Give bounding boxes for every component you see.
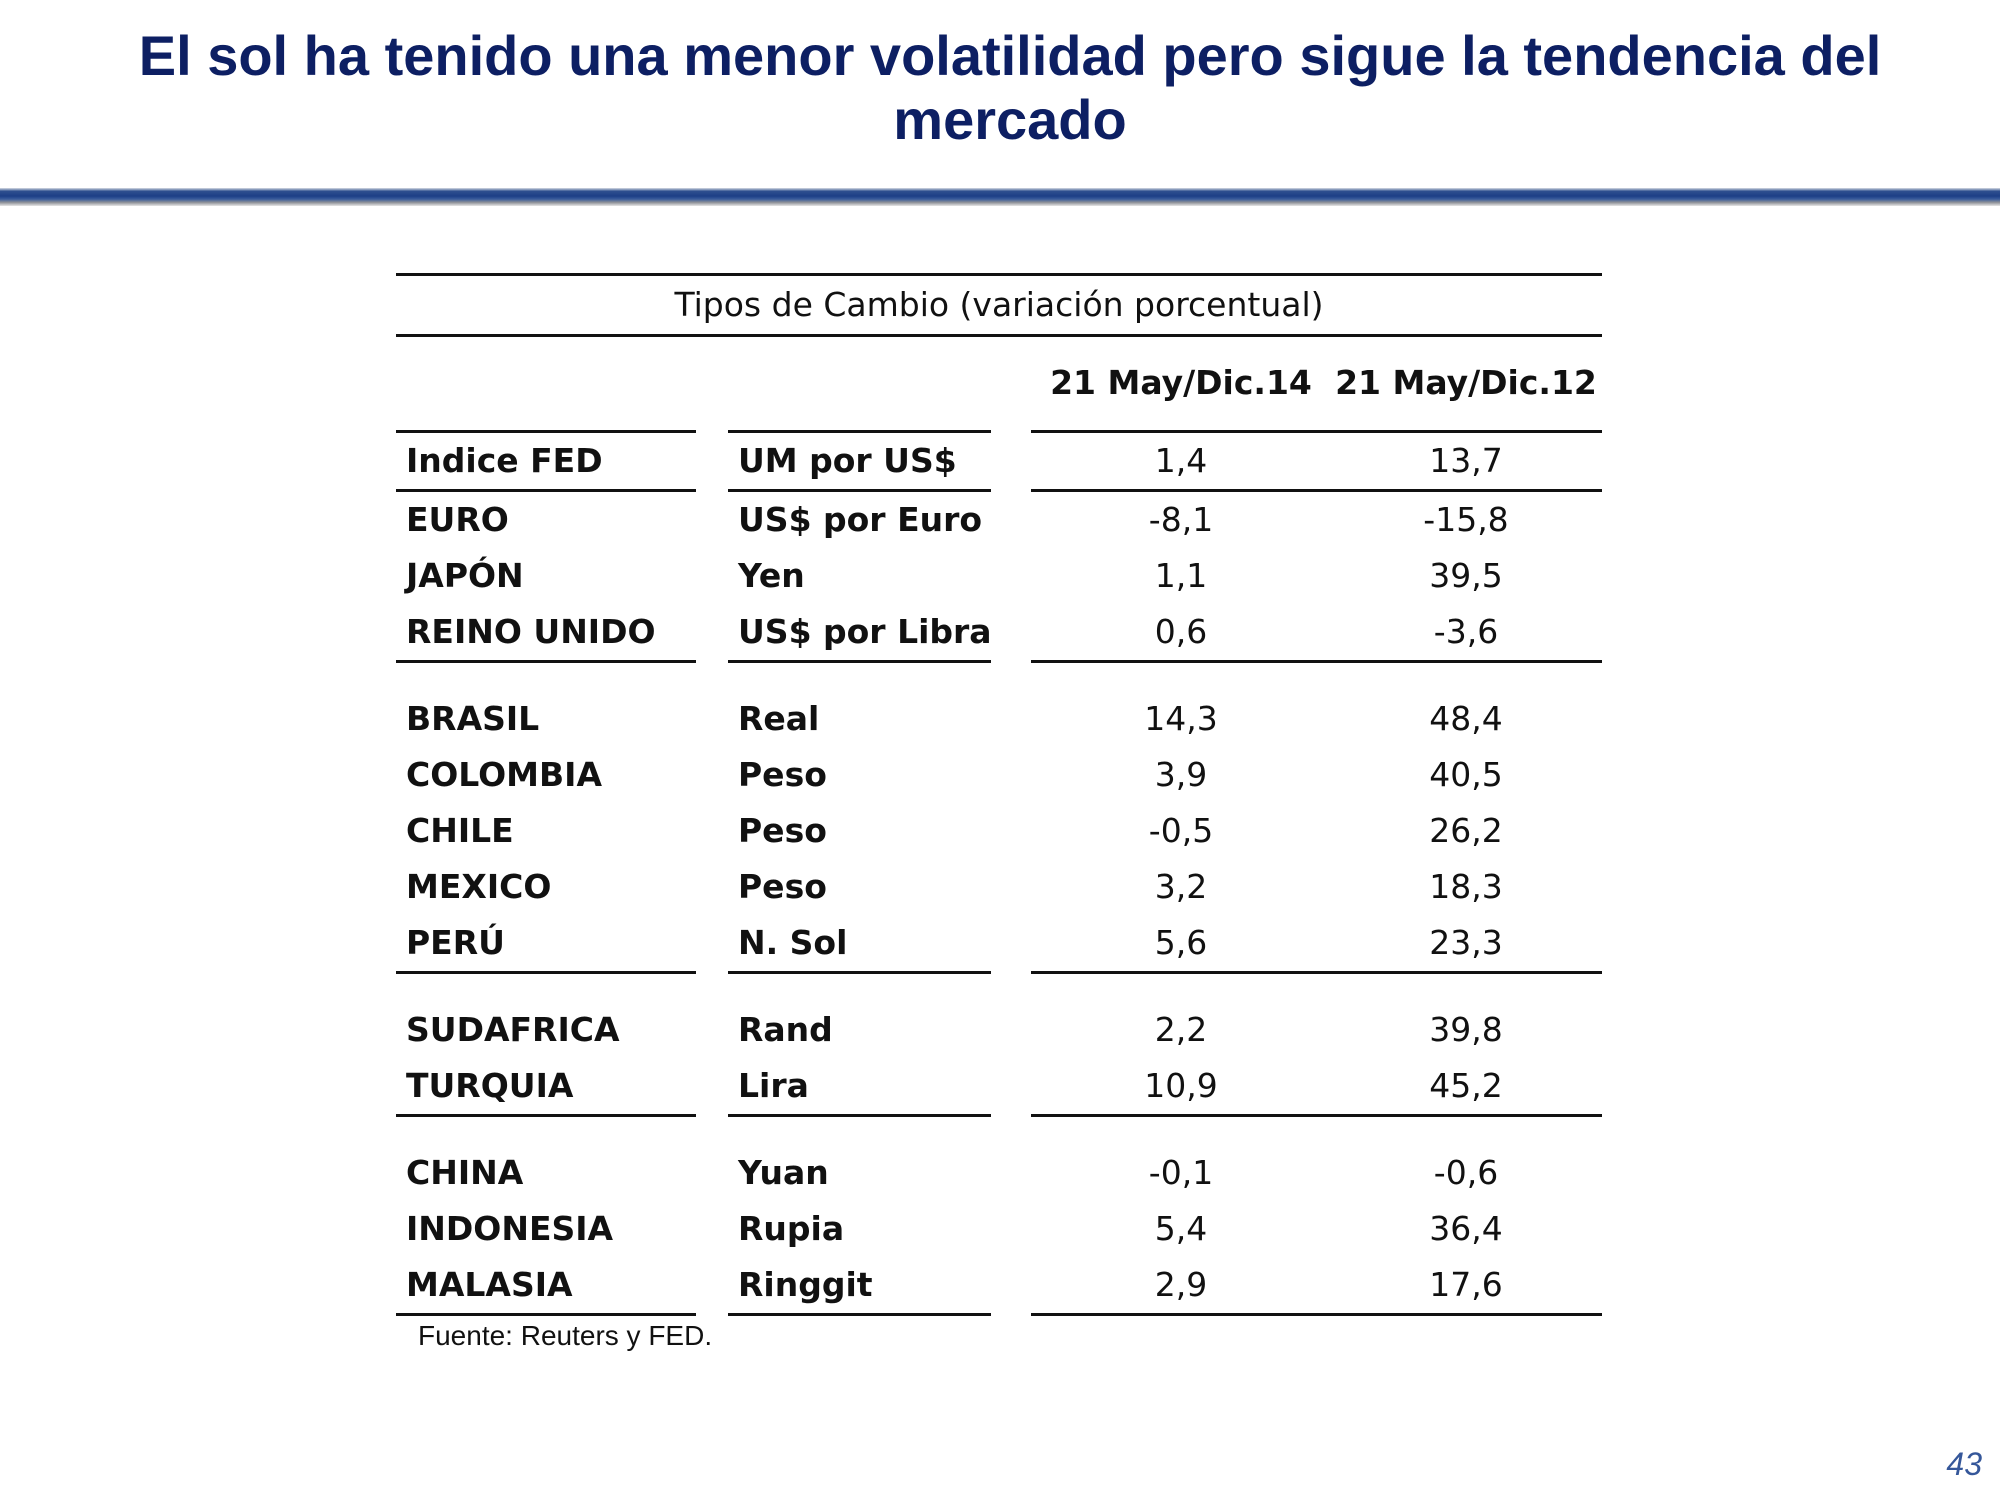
group-rule-1 <box>396 971 696 974</box>
row-value-dic12: 26,2 <box>1429 811 1503 850</box>
row-value-dic14: -0,5 <box>1148 811 1214 850</box>
row-value-dic12: 13,7 <box>1429 441 1503 480</box>
title-divider <box>0 188 2000 206</box>
row-unit: UM por US$ <box>738 441 957 480</box>
row-country: JAPÓN <box>406 556 524 595</box>
row-value-dic14: 3,2 <box>1154 867 1208 906</box>
row-value-dic14: 0,6 <box>1154 612 1208 651</box>
row-unit: Peso <box>738 867 827 906</box>
row-value-dic12: 40,5 <box>1429 755 1503 794</box>
row-value-dic12: -3,6 <box>1433 612 1499 651</box>
row-value-dic14: 10,9 <box>1144 1066 1218 1105</box>
row-country: INDONESIA <box>406 1209 614 1248</box>
row-unit: N. Sol <box>738 923 848 962</box>
column-header-dic12: 21 May/Dic.12 <box>1335 363 1597 402</box>
group-rule-1 <box>396 1313 696 1316</box>
row-value-dic12: 17,6 <box>1429 1265 1503 1304</box>
group-rule-2 <box>728 1313 991 1316</box>
row-value-dic14: 5,4 <box>1154 1209 1208 1248</box>
row-unit: Ringgit <box>738 1265 873 1304</box>
row-value-dic12: 45,2 <box>1429 1066 1503 1105</box>
source-note: Fuente: Reuters y FED. <box>418 1320 713 1351</box>
page-number: 43 <box>1946 1446 1982 1482</box>
row-unit: Real <box>738 699 820 738</box>
header-rule-3 <box>1031 430 1602 433</box>
group-rule-1 <box>396 660 696 663</box>
row-unit: Peso <box>738 755 827 794</box>
row-country: COLOMBIA <box>406 755 602 794</box>
row-value-dic12: 36,4 <box>1429 1209 1503 1248</box>
row-country: REINO UNIDO <box>406 612 656 651</box>
row-unit: Yen <box>738 556 805 595</box>
row-value-dic14: 5,6 <box>1154 923 1208 962</box>
table-caption: Tipos de Cambio (variación porcentual) <box>396 273 1602 337</box>
row-country: PERÚ <box>406 923 505 962</box>
group-rule-1 <box>396 489 696 492</box>
group-rule-3 <box>1031 489 1602 492</box>
row-country: BRASIL <box>406 699 540 738</box>
row-unit: US$ por Euro <box>738 500 983 539</box>
row-country: MALASIA <box>406 1265 573 1304</box>
row-value-dic12: -15,8 <box>1423 500 1509 539</box>
group-rule-2 <box>728 971 991 974</box>
row-unit: Rupia <box>738 1209 845 1248</box>
group-rule-3 <box>1031 1313 1602 1316</box>
row-country: CHILE <box>406 811 514 850</box>
group-rule-3 <box>1031 660 1602 663</box>
row-value-dic12: 23,3 <box>1429 923 1503 962</box>
row-country: MEXICO <box>406 867 552 906</box>
row-unit: Peso <box>738 811 827 850</box>
group-rule-3 <box>1031 971 1602 974</box>
row-unit: Rand <box>738 1010 833 1049</box>
row-value-dic14: -8,1 <box>1148 500 1214 539</box>
header-rule-2 <box>728 430 991 433</box>
row-value-dic12: -0,6 <box>1433 1153 1499 1192</box>
row-value-dic14: 2,9 <box>1154 1265 1208 1304</box>
row-country: TURQUIA <box>406 1066 574 1105</box>
row-country: Indice FED <box>406 441 603 480</box>
group-rule-1 <box>396 1114 696 1117</box>
row-country: CHINA <box>406 1153 524 1192</box>
row-value-dic14: 14,3 <box>1144 699 1218 738</box>
slide-title: El sol ha tenido una menor volatilidad pero sigue la tendencia del mercado <box>138 24 1882 151</box>
row-value-dic14: 3,9 <box>1154 755 1208 794</box>
row-unit: US$ por Libra <box>738 612 992 651</box>
group-rule-2 <box>728 660 991 663</box>
group-rule-2 <box>728 489 991 492</box>
row-unit: Yuan <box>738 1153 829 1192</box>
row-value-dic12: 39,5 <box>1429 556 1503 595</box>
group-rule-2 <box>728 1114 991 1117</box>
row-value-dic14: 1,4 <box>1154 441 1208 480</box>
group-rule-3 <box>1031 1114 1602 1117</box>
row-value-dic12: 18,3 <box>1429 867 1503 906</box>
row-value-dic14: -0,1 <box>1148 1153 1214 1192</box>
header-rule-1 <box>396 430 696 433</box>
column-header-dic14: 21 May/Dic.14 <box>1050 363 1312 402</box>
row-value-dic14: 1,1 <box>1154 556 1208 595</box>
row-country: EURO <box>406 500 509 539</box>
row-value-dic12: 39,8 <box>1429 1010 1503 1049</box>
row-unit: Lira <box>738 1066 809 1105</box>
row-value-dic14: 2,2 <box>1154 1010 1208 1049</box>
row-value-dic12: 48,4 <box>1429 699 1503 738</box>
row-country: SUDAFRICA <box>406 1010 620 1049</box>
